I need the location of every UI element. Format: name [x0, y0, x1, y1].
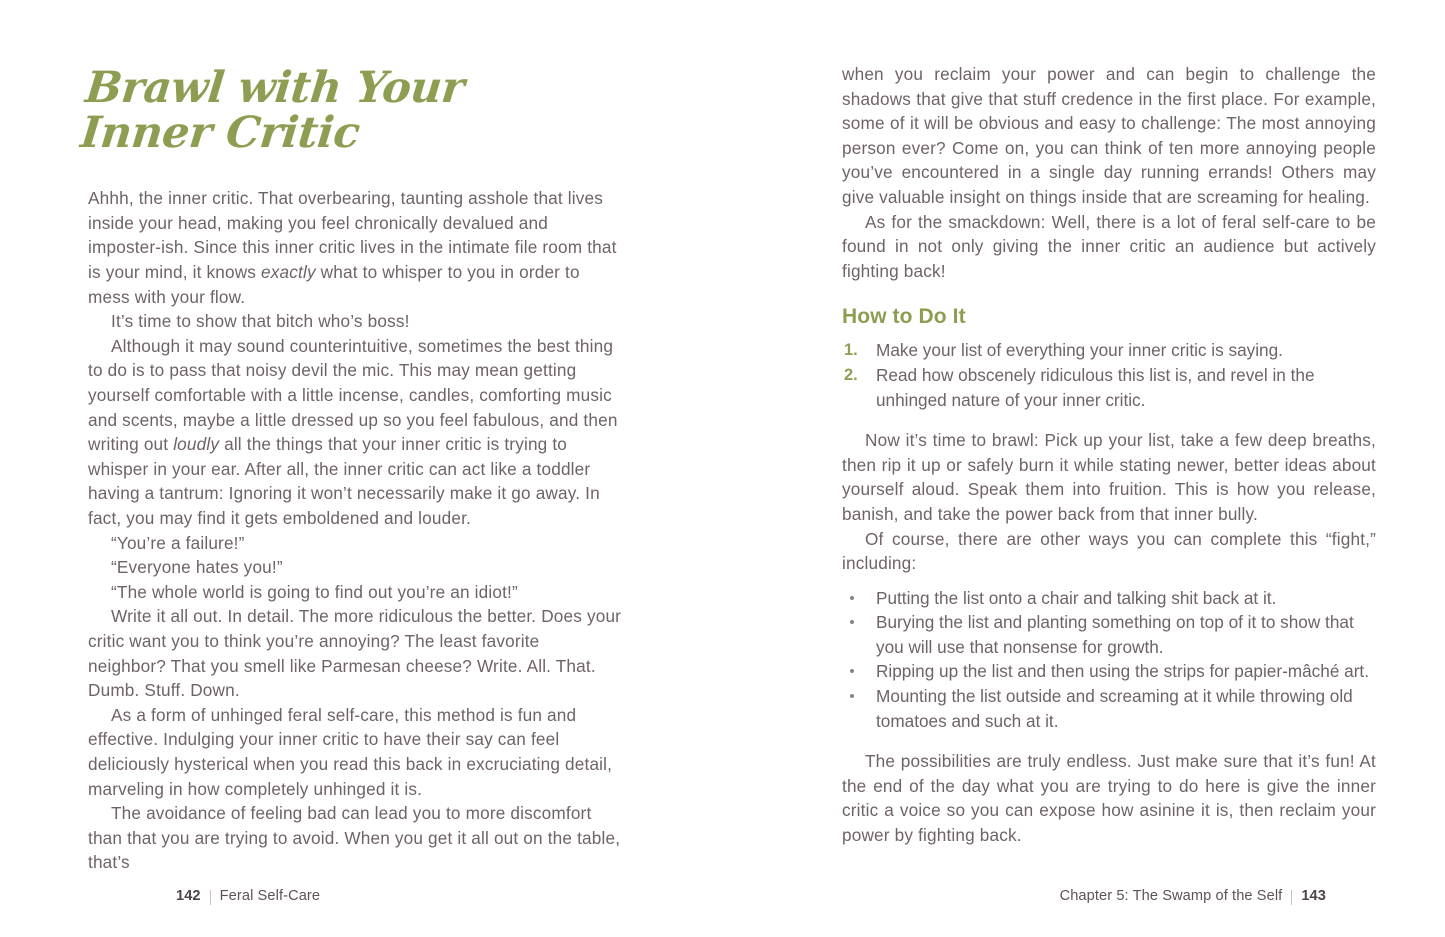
list-item-text: Make your list of everything your inner critic is saying. [876, 340, 1283, 361]
book-title-label: Feral Self-Care [219, 888, 321, 904]
options-bullet-list [842, 586, 1376, 734]
list-item-text: Ripping up the list and then using the strips for papier-mâché art. [876, 661, 1369, 682]
list-item [842, 338, 1376, 363]
paragraph-text: Ahhh, the inner critic. That overbearing, taunting asshole that lives inside your head, making you feel chronically devalued and imposter-ish. Since this inner critic lives in the intimate file room that is your mind, it knows [88, 188, 617, 283]
emphasis-text: exactly [261, 262, 316, 283]
paragraph: As a form of unhinged feral self-care, this method is fun and effective. Indulging your inner critic to have their say can feel deliciously hysterical when you read this back in excruciating detail, marveling in how completely unhinged it is. [88, 704, 613, 799]
right-page [842, 0, 1388, 937]
bullet-icon [850, 596, 854, 600]
paragraph: It’s time to show that bitch who’s boss! [111, 311, 410, 332]
paragraph: The avoidance of feeling bad can lead you to more discomfort than that you are trying to avoid. When you get it all out on the table, that’s [88, 803, 621, 873]
quote-line: “You’re a failure!” [111, 532, 245, 553]
paragraph: Now it’s time to brawl: Pick up your list, take a few deep breaths, then rip it up or safely burn it while stating newer, better ideas about yourself aloud. Speak them into fruition. This is how you release, banish, and take the power back from that inner bully. [842, 430, 1376, 524]
bullet-icon [850, 669, 854, 673]
how-to-ordered-list [842, 338, 1376, 412]
paragraph: The possibilities are truly endless. Just make sure that it’s fun! At the end of the day what you are trying to do here is give the inner critic a voice so you can expose how asinine it is, then reclaim your power by fighting back. [842, 751, 1376, 846]
paragraph [88, 186, 622, 309]
paragraph: Of course, there are other ways you can complete this “fight,” including: [842, 528, 1376, 574]
list-item-text: Read how obscenely ridiculous this list is, and revel in the unhinged nature of your inner critic. [876, 364, 1315, 410]
list-item-text: Putting the list onto a chair and talking shit back at it. [876, 587, 1277, 608]
paragraph: As for the smackdown: Well, there is a lot of feral self-care to be found in not only giving the inner critic an audience but actively fighting back! [842, 211, 1376, 281]
list-item [842, 586, 1376, 611]
page-number: 143 [1301, 888, 1326, 904]
list-item [842, 610, 1376, 659]
list-marker: 2. [844, 365, 858, 384]
bullet-icon [850, 694, 854, 698]
list-item [842, 659, 1376, 684]
left-page-text-column [78, 63, 622, 875]
chapter-title-label: Chapter 5: The Swamp of the Self [1059, 888, 1283, 904]
paragraph: when you reclaim your power and can begin to challenge the shadows that give that stuff credence in the first place. For example, some of it will be obvious and easy to challenge: The most annoying person ever? Come on, you can think of ten more annoying people you’ve encountered in a single day running errands! Others may give valuable insight on things inside that are screaming for healing. [842, 64, 1376, 207]
list-item-text: Mounting the list outside and screaming at it while throwing old tomatoes and such at it. [876, 686, 1353, 731]
page-number: 142 [176, 888, 201, 904]
left-page [78, 0, 634, 937]
footer-divider [1291, 890, 1292, 905]
footer-left [176, 887, 320, 905]
quote-line: “Everyone hates you!” [111, 557, 283, 578]
page-title: Brawl with Your Inner Critic [78, 63, 467, 159]
paragraph-text: all the things that your inner critic is trying to whisper in your ear. After all, the inner critic can act like a toddler having a tantrum: Ignoring it won’t necessarily make it go away. In fact, you may find it gets emboldened and louder. [88, 434, 600, 528]
paragraph [88, 334, 622, 531]
paragraph-text: what to whisper to you in order to mess with your flow. [88, 262, 580, 307]
list-marker: 1. [844, 341, 858, 360]
section-heading: How to Do It [842, 305, 966, 329]
bullet-icon [850, 620, 854, 624]
paragraph: Write it all out. In detail. The more ridiculous the better. Does your critic want you to think you’re annoying? The least favorite neighbor? That you smell like Parmesan cheese? Write. All. That. Dumb. Stuff. Down. [88, 606, 622, 701]
footer-divider [210, 890, 211, 905]
list-item [842, 684, 1376, 733]
list-item-text: Burying the list and planting something on top of it to show that you will use that nonsense for growth. [876, 612, 1354, 657]
emphasis-text: loudly [173, 434, 220, 455]
paragraph-text: Although it may sound counterintuitive, sometimes the best thing to do is to pass that noisy devil the mic. This may mean getting yourself comfortable with a little incense, candles, comforting music and scents, maybe a little dressed up so you feel fabulous, and then writing out [88, 335, 618, 455]
footer-right [1060, 887, 1326, 905]
list-item [842, 363, 1376, 412]
right-page-text-column [842, 62, 1376, 848]
quote-line: “The whole world is going to find out you’re an idiot!” [111, 581, 518, 602]
